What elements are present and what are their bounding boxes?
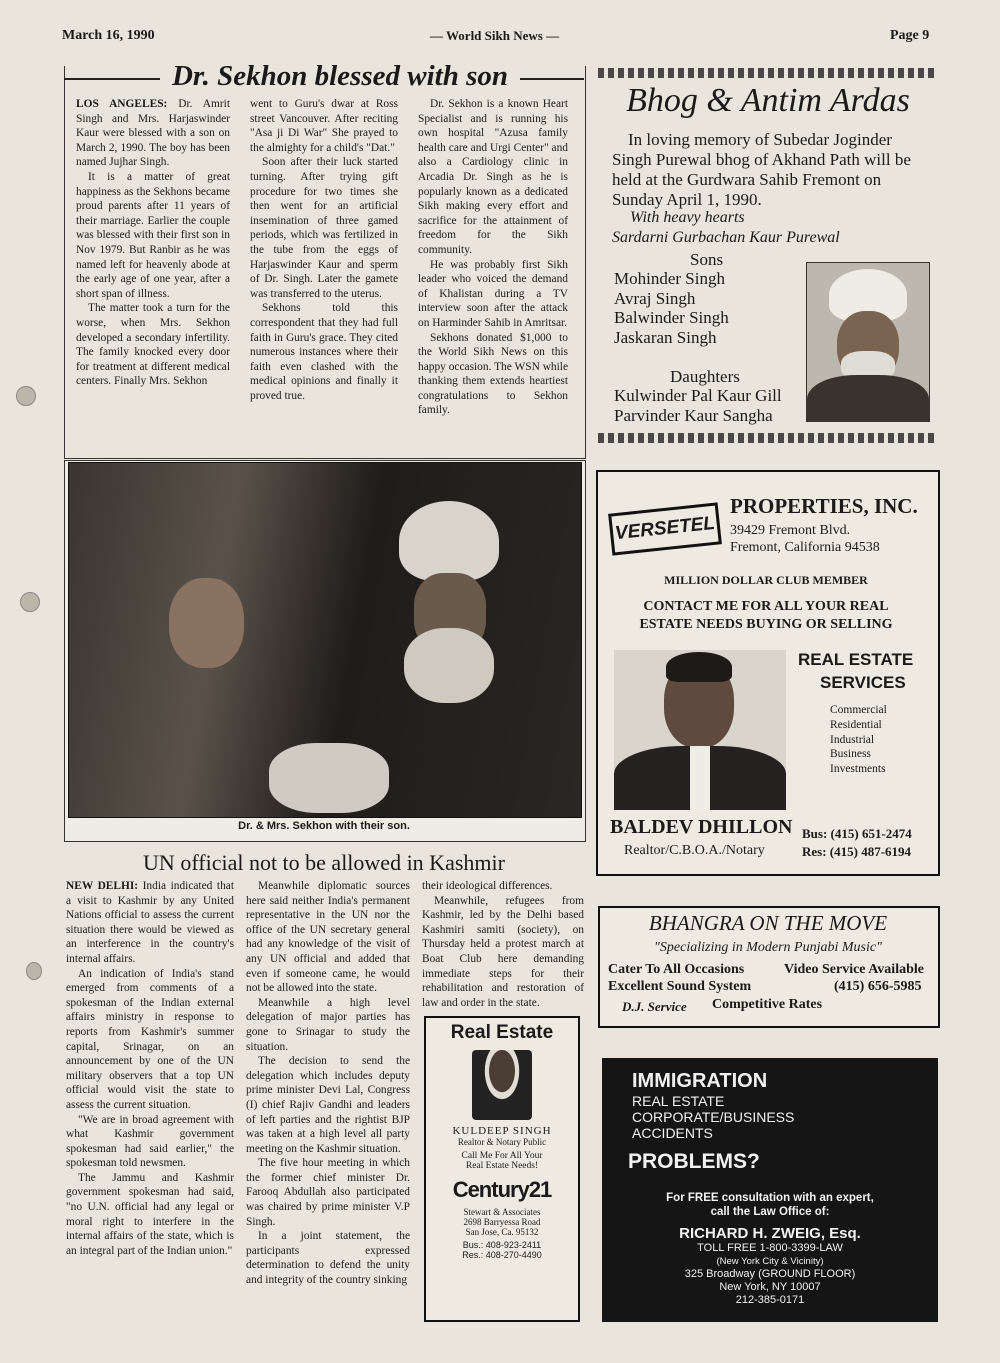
versetel-logo: VERSETEL: [608, 502, 722, 555]
immigration-heading: IMMIGRATION: [632, 1070, 768, 1092]
bhog-wife: Sardarni Gurbachan Kaur Purewal: [612, 229, 840, 246]
services-heading-2: SERVICES: [820, 673, 906, 692]
service-type: Residential: [830, 718, 882, 731]
ornament-border-top: [598, 68, 938, 78]
son-name: Jaskaran Singh: [614, 327, 717, 347]
paragraph: Meanwhile diplomatic sources here said neither India's permanent representative in the UN nor the office of the UN secretary general had any knowledge of the visit of any UN official and added that even if someone came, he would not be allowed into the state.: [246, 880, 410, 995]
bus-phone: Bus: (415) 651-2474: [802, 826, 912, 841]
paragraph: In a joint statement, the participants expressed determination to defend the unity and integrity of the country sinking: [246, 1230, 410, 1287]
sons-list: [614, 269, 729, 347]
century-21-logo: [426, 1177, 578, 1203]
paragraph: went to Guru's dwar at Ross street Vancouver. After reciting "Asa ji Di War" She prayed to the almighty for a child's "Dat.": [250, 98, 398, 154]
dateline: LOS ANGELES:: [76, 98, 168, 110]
ad-line: Call Me For All Your: [461, 1151, 543, 1161]
paragraph: their ideological differences.: [422, 880, 553, 892]
article-2-title: UN official not to be allowed in Kashmir: [143, 850, 505, 875]
daughters-list: [614, 386, 782, 426]
article-2-col-1: [66, 879, 234, 1258]
paragraph: Dr. Sekhon is a known Heart Specialist and is running his own hospital "Azusa family health care and Urgi Center" and also a Cardiology clinic in Arcadia Dr. Singh as he is popularly known as a dedicated Sikh making every effort and sacrifice for the attainment of freedom for the Sikh community.: [418, 98, 568, 256]
vicinity: (New York City & Vicinity): [716, 1256, 824, 1267]
service-type: Commercial: [830, 704, 887, 716]
bhog-title: Bhog & Antim Ardas: [626, 82, 910, 119]
article-2-col-2: [246, 879, 410, 1288]
paragraph: The five hour meeting in which the former chief minister Dr. Farooq Abdullah also participated was chaired by prime minister V.P Singh.: [246, 1157, 410, 1228]
issue-date: March 16, 1990: [62, 28, 155, 43]
logo-number: 21: [528, 1177, 552, 1202]
bhangra-line: Cater To All Occasions: [608, 962, 745, 977]
sons-label: Sons: [690, 250, 724, 269]
res-phone: Res: (415) 487-6194: [802, 844, 912, 859]
dateline: NEW DELHI:: [66, 880, 139, 892]
service-type: Investments: [830, 763, 886, 776]
immigration-ad: [602, 1058, 938, 1322]
paragraph: Meanwhile a high level delegation of major parties has gone to Srinagar to study the situation.: [246, 996, 410, 1053]
man-beard: [404, 628, 494, 703]
paragraph: An indication of India's stand emerged from comments of a spokesman of the Indian external affairs ministry in response to reports from Kashmir's summer capital, Srinagar, on an announcement by one of the UN military observers that a top UN official would visit the state to assess the current situation.: [66, 967, 234, 1111]
bhangra-line: Video Service Available: [784, 962, 924, 977]
paragraph: Meanwhile, refugees from Kashmir, led by the Delhi based Kashmiri samiti (society), on Thursday held a protest march at Boat Club here demanding immediate steps for their rehabilitation and restoration of law and order in the state.: [422, 894, 584, 1009]
bhog-body: In loving memory of Subedar Joginder Singh Purewal bhog of Akhand Path will be held at the Gurdwara Sahib Fremont on Sunday April 1, 1990.: [612, 130, 911, 209]
contact-line-1: CONTACT ME FOR ALL YOUR REAL: [643, 599, 889, 614]
agent-name: KULDEEP SINGH: [452, 1125, 552, 1137]
ad-line: Real Estate Needs!: [465, 1161, 539, 1171]
paragraph: The matter took a turn for the worse, when Mrs. Sekhon developed a secondary infertility. The family knocked every door for treatment at different medical centers. Finally Mrs. Sekhon: [76, 302, 230, 388]
consult-line: call the Law Office of:: [710, 1206, 830, 1218]
paragraph: The Jammu and Kashmir government spokesman had said, "no U.N. official had any legal or moral right to interfere in the internal affairs of the state, which is an integral part of the Indian union.": [66, 1171, 234, 1257]
address-line: Stewart & Associates: [463, 1207, 541, 1217]
address-line: San Jose, Ca. 95132: [465, 1227, 539, 1237]
service-types: [830, 703, 887, 777]
logo-word: Century: [452, 1177, 529, 1202]
company-address-1: 39429 Fremont Blvd.: [730, 523, 851, 538]
res-phone: Res.: 408-270-4490: [462, 1250, 542, 1260]
realtor-name: BALDEV DHILLON: [610, 816, 793, 838]
agent-role: Realtor & Notary Public: [457, 1137, 547, 1147]
paragraph: "We are in broad agreement with what Kashmir government spokesman had said earlier," the spokesman told newsmen.: [66, 1113, 234, 1170]
binder-hole: [16, 386, 36, 406]
son-name: Avraj Singh: [614, 288, 696, 308]
contact-line-2: ESTATE NEEDS BUYING OR SELLING: [639, 617, 893, 632]
photo-caption: Dr. & Mrs. Sekhon with their son.: [238, 820, 410, 832]
paragraph: Soon after their luck started turning. After trying gift procedure for two times she then went for an artificial insemination of three gamed periods, which was fertilized in the tube from the eggs of Harjaswinder Kaur and sperm of Dr. Singh. Later the gamete was transferred to the uterus.: [250, 156, 398, 300]
service-line: REAL ESTATE: [632, 1093, 725, 1109]
son-name: Balwinder Singh: [614, 308, 729, 328]
kuldeep-singh-ad: [424, 1016, 580, 1322]
service-line: CORPORATE/BUSINESS: [632, 1109, 795, 1125]
bhog-hearts: With heavy hearts: [630, 209, 745, 226]
paragraph: The decision to send the delegation which includes deputy prime minister Devi Lal, Congress (I) chief Rajiv Gandhi and leaders of left parties and the rightist BJP was taken at a high level all party meeting on the Kashmir situation.: [246, 1055, 410, 1155]
consult-line: For FREE consultation with an expert,: [666, 1192, 874, 1204]
bhangra-title: BHANGRA ON THE MOVE: [648, 911, 888, 935]
article-1-col-3: [418, 97, 568, 418]
services-heading-1: REAL ESTATE: [798, 650, 914, 669]
sekhon-family-photo: [68, 462, 582, 818]
page-number: Page 9: [890, 28, 930, 43]
bhangra-phone: (415) 656-5985: [834, 979, 922, 994]
daughter-name: Kulwinder Pal Kaur Gill: [614, 386, 782, 405]
office-phone: 212-385-0171: [735, 1294, 805, 1306]
office-address: 325 Broadway (GROUND FLOOR): [684, 1268, 856, 1280]
infant: [269, 743, 389, 813]
toll-free: TOLL FREE 1-800-3399-LAW: [697, 1242, 843, 1254]
paragraph: Dr. Amrit Singh and Mrs. Harjaswinder Kaur were blessed with a son on March 2, 1990. The boy has been named Jujhar Singh.: [76, 98, 230, 169]
service-line: ACCIDENTS: [632, 1125, 713, 1141]
article-1-title: Dr. Sekhon blessed with son: [171, 60, 508, 92]
binder-hole: [20, 592, 40, 612]
agent-photo: [472, 1050, 532, 1120]
paragraph: India indicated that a visit to Kashmir by any United Nations official to assess the current situation there would be viewed as an interference in the country's internal affairs.: [66, 880, 234, 965]
son-name: Mohinder Singh: [614, 269, 725, 288]
problems-heading: PROBLEMS?: [628, 1150, 760, 1173]
man-turban: [399, 501, 499, 581]
address-line: 2698 Barryessa Road: [463, 1217, 541, 1227]
paragraph: He was probably first Sikh leader who voiced the demand of Khalistan during a TV interview soon after the attack on Harminder Sahib in Amritsar.: [418, 258, 568, 329]
bhangra-line: Competitive Rates: [712, 997, 823, 1012]
company-name: PROPERTIES, INC.: [730, 494, 918, 518]
realtor-title: Realtor/C.B.O.A./Notary: [624, 843, 765, 858]
company-address-2: Fremont, California 94538: [730, 540, 880, 555]
ornament-border-bottom: [598, 433, 938, 443]
bhangra-line: D.J. Service: [622, 999, 687, 1014]
realtor-photo: [614, 650, 786, 810]
paragraph: Sekhons donated $1,000 to the World Sikh News on this happy occasion. The WSN while thanking them extends heartiest congratulations to Sekhon family.: [418, 331, 568, 417]
memorial-portrait: [806, 262, 930, 422]
paragraph: Sekhons told this correspondent that they had full faith in Guru's grace. They cited numerous instances where their faith even clashed with the medical opinions and finally it proved true.: [250, 302, 398, 402]
club-line: MILLION DOLLAR CLUB MEMBER: [664, 573, 868, 587]
bus-phone: Bus.: 408-923-2411: [462, 1240, 542, 1250]
daughter-name: Parvinder Kaur Sangha: [614, 406, 773, 425]
ad-title: Real Estate: [450, 1022, 554, 1043]
bhangra-tagline: "Specializing in Modern Punjabi Music": [654, 940, 882, 955]
daughters-label: Daughters: [670, 367, 740, 386]
article-2-col-3: [422, 879, 584, 1010]
bhangra-line: Excellent Sound System: [608, 979, 752, 994]
office-city: New York, NY 10007: [719, 1281, 821, 1293]
woman-face: [169, 578, 244, 668]
service-type: Industrial: [830, 733, 875, 746]
service-type: Business: [830, 748, 871, 761]
lawyer-name: RICHARD H. ZWEIG, Esq.: [679, 1225, 861, 1242]
article-1-col-2: [250, 97, 398, 403]
binder-hole: [26, 962, 42, 980]
newspaper-name: — World Sikh News —: [430, 28, 560, 43]
paragraph: It is a matter of great happiness as the Sekhons became proud parents after 11 years of their marriage. Earlier the couple was blessed with their first son in Nov 1979. But Ranbir as he was named left for heavenly abode at the early age of one year, after a short span of illness.: [76, 170, 230, 300]
article-1-col-1: [76, 97, 230, 389]
